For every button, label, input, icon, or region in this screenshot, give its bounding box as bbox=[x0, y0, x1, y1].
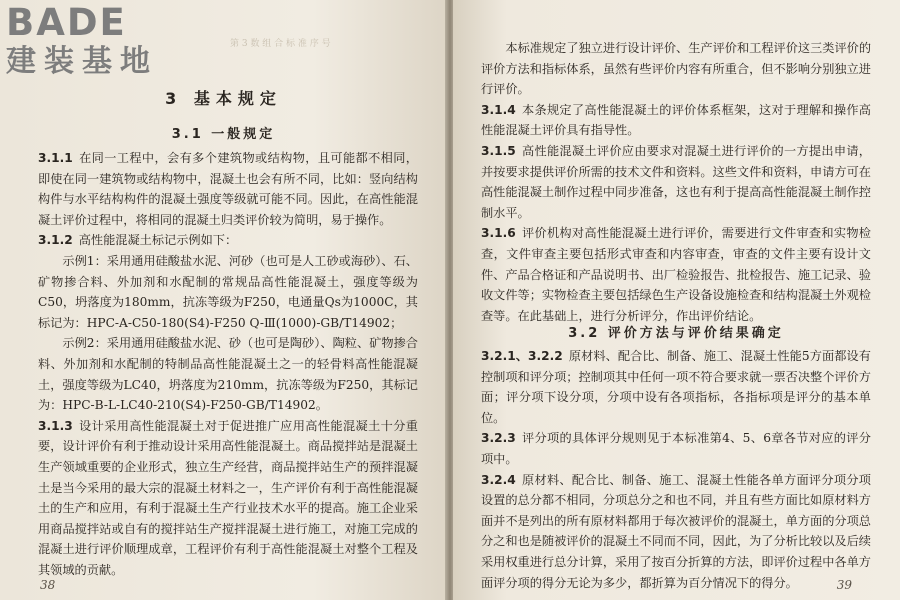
paragraph-3-1-3 bbox=[38, 416, 418, 581]
paragraph-3-1-5 bbox=[481, 141, 871, 223]
logo-subtitle: 建装基地 bbox=[6, 44, 158, 79]
page-number-left: 38 bbox=[40, 578, 56, 592]
paragraph-3-1-6 bbox=[481, 223, 871, 326]
bade-logo bbox=[6, 1, 176, 82]
clause-number: 3.2.4 bbox=[481, 472, 516, 487]
paragraph-3-2-4 bbox=[481, 470, 871, 594]
paragraph-text: 原材料、配合比、制备、施工、混凝土性能5方面都设有控制项和评分项；控制项其中任何一项不符合要求就一票否决整个评价方面；评分项下设分项，分项中设有各项指标，各指标项是评分的基本单位。 bbox=[481, 349, 871, 425]
left-page bbox=[0, 0, 447, 600]
paragraph-text: 高性能混凝土标记示例如下： bbox=[78, 233, 238, 248]
paragraph-text: 原材料、配合比、制备、施工、混凝土性能各单方面评分项分项设置的总分都不相同，分项总分之和也不同，并且有些方面比如原材料方面并不是列出的所有原材料都用于每次被评价的混凝土，单方面的分项总分之和也是随被评价的混凝土不同而不同，因此，为了分析比较以及后续采用权重进行总分计算，采用了按百分折算的方法，即评价过程中各单方面评分项的得分无论为多少，都折算为百分情况下的得分。 bbox=[481, 472, 871, 590]
left-body-text bbox=[38, 148, 418, 580]
logo-wordmark: BADE bbox=[6, 1, 127, 44]
paragraph-3-1-4 bbox=[481, 100, 871, 141]
example-2 bbox=[38, 333, 418, 415]
paragraph-text: 评价机构对高性能混凝土进行评价，需要进行文件审查和实物检查，文件审查主要包括形式审查和内容审查，审查的文件主要有设计文件、产品合格证和产品说明书、出厂检验报告、批检报告、施工记录、验收文件等；实物检查主要包括绿色生产设备设施检查和结构混凝土外观检查等。在此基础上，进行分析评分，作出评价结论。 bbox=[481, 226, 871, 323]
paragraph-text: 设计采用高性能混凝土对于促进推广应用高性能混凝土十分重要，设计评价有利于推动设计采用高性能混凝土。商品搅拌站是混凝土生产领域重要的企业形式，独立生产经营，商品搅拌站生产的预拌混凝土是当今采用的最大宗的混凝土材料之一，生产评价有利于高性能混凝土的生产和应用，有利于混凝土生产行业技术水平的提高。施工企业采用商品搅拌站或自有的搅拌站生产搅拌混凝土进行施工，对施工完成的混凝土进行评价顺理成章，工程评价有利于高性能混凝土对整个工程及其领域的贡献。 bbox=[38, 418, 418, 577]
clause-number: 3.1.2 bbox=[38, 233, 73, 248]
clause-number: 3.1.6 bbox=[481, 226, 516, 241]
right-body-text-2 bbox=[481, 346, 871, 593]
paragraph-text: 示例2：采用通用硅酸盐水泥、砂（也可是陶砂）、陶粒、矿物掺合料、外加剂和水配制的特制品高性能混凝土之一的轻骨料高性能混凝土，强度等级为LC40，坍落度为210mm，抗冻等级为F250，其标记为：HPC-B-L-LC40-210(S4)-F250-GB/T14902。 bbox=[38, 336, 418, 413]
bleed-through-text: 第 3 数 组 合 标 准 序 号 bbox=[230, 39, 331, 49]
page-number-right: 39 bbox=[836, 578, 852, 592]
clause-number: 3.2.3 bbox=[481, 431, 516, 446]
paragraph-3-1-1 bbox=[38, 148, 418, 230]
example-1 bbox=[38, 251, 418, 333]
right-page bbox=[453, 0, 900, 600]
paragraph-text: 评分项的具体评分规则见于本标准第4、5、6章各节对应的评分项中。 bbox=[481, 431, 871, 466]
paragraph-text: 示例1：采用通用硅酸盐水泥、河砂（也可是人工砂或海砂）、石、矿物掺合料、外加剂和水配制的常规品高性能混凝土，强度等级为C50，坍落度为180mm，抗冻等级为F250，电通量Qs为1000C，其标记为：HPC-A-C50-180(S4)-F250 Q-Ⅲ(1000)-GB/T14902； bbox=[38, 253, 418, 330]
paragraph-text: 在同一工程中，会有多个建筑物或结构物，且可能都不相同，即使在同一建筑物或结构物中，混凝土也会有所不同，比如：竖向结构构件与水平结构构件的混凝土强度等级就可能不同。因此，在高性能混凝土评价过程中，将相同的混凝土归类评价较为简明，易于操作。 bbox=[38, 151, 418, 227]
chapter-title: 3 基本规定 bbox=[165, 89, 282, 108]
intro-paragraph: 本标准规定了独立进行设计评价、生产评价和工程评价这三类评价的评价方法和指标体系，虽然有些评价内容有所重合，但不影响分别独立进行评价。 bbox=[481, 41, 872, 97]
clause-number: 3.1.5 bbox=[481, 143, 516, 158]
paragraph-text: 本条规定了高性能混凝土的评价体系框架，这对于理解和操作高性能混凝土评价具有指导性。 bbox=[481, 102, 871, 138]
clause-number: 3.2.1、3.2.2 bbox=[481, 349, 563, 363]
paragraph-text: 高性能混凝土评价应由要求对混凝土进行评价的一方提出申请，并按要求提供评价所需的技术文件和资料。这些文件和资料，申请方可在高性能混凝土制作过程中同步准备，这也有利于提高高性能混凝土制作控制水平。 bbox=[481, 143, 871, 220]
right-body-text bbox=[481, 38, 871, 326]
paragraph-3-2-3 bbox=[481, 428, 871, 469]
clause-number: 3.1.1 bbox=[38, 151, 73, 165]
clause-number: 3.1.4 bbox=[481, 102, 516, 117]
section-title: 3.2 评价方法与评价结果确定 bbox=[568, 326, 784, 341]
paragraph-3-1-2 bbox=[38, 230, 418, 251]
paragraph-3-2-1 bbox=[481, 346, 871, 428]
clause-number: 3.1.3 bbox=[38, 418, 73, 433]
section-title: 3.1 一般规定 bbox=[171, 127, 276, 142]
